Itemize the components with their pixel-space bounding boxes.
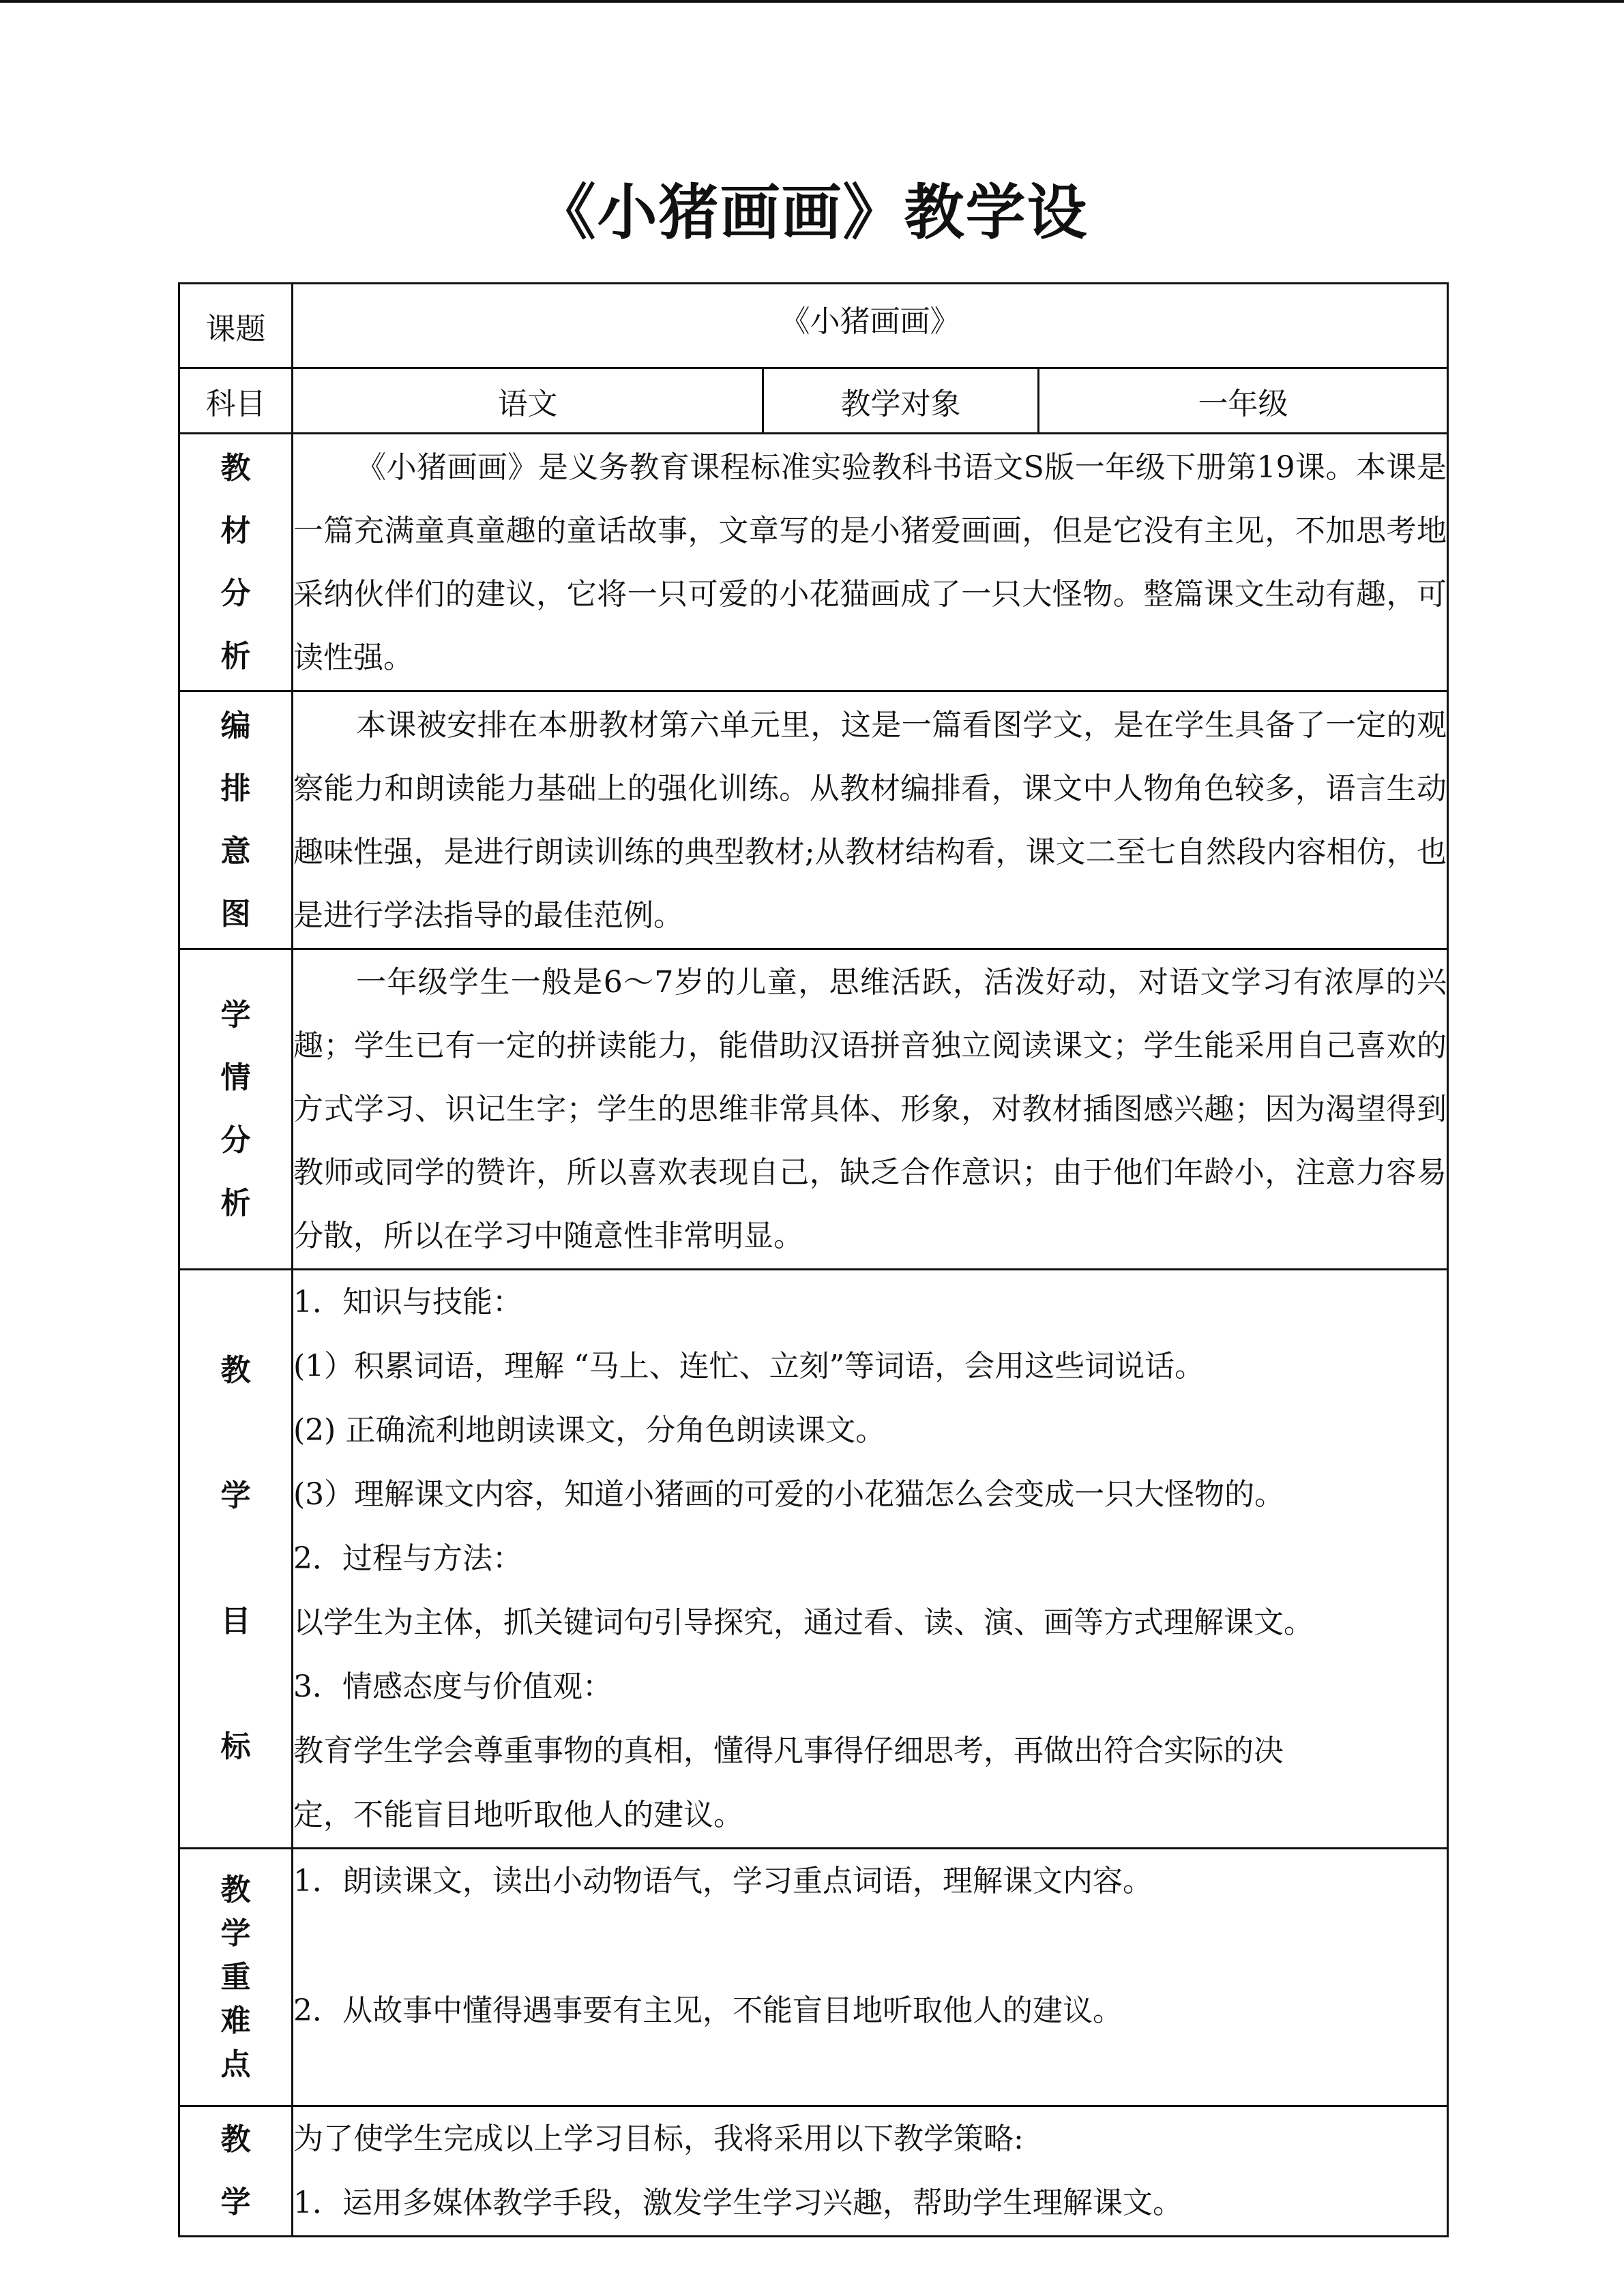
lesson-plan-table — [178, 282, 1449, 2237]
label-char: 教 — [220, 1872, 251, 1907]
goal-line: 1．知识与技能： — [293, 1285, 522, 1320]
key-points-content — [293, 1849, 1448, 2106]
subject-label: 科目 — [179, 368, 293, 434]
label-char: 析 — [220, 638, 251, 674]
label-char: 情 — [220, 1060, 251, 1095]
goal-line: 教育学生学会尊重事物的真相，懂得凡事得仔细思考，再做出符合实际的决 — [293, 1733, 1284, 1768]
goal-line: 定，不能盲目地听取他人的建议。 — [293, 1798, 743, 1832]
teaching-goals-row — [179, 1270, 1448, 1849]
student-analysis-row — [179, 949, 1448, 1270]
label-char: 材 — [220, 513, 251, 548]
label-char: 编 — [220, 708, 251, 743]
key-point-item: 1．朗读课文，读出小动物语气，学习重点词语，理解课文内容。 — [293, 1864, 1153, 1898]
label-char: 教 — [220, 450, 251, 486]
student-analysis-text: 一年级学生一般是6～7岁的儿童，思维活跃，活泼好动，对语文学习有浓厚的兴趣；学生已有一定的拼读能力，能借助汉语拼音独立阅读课文；学生能采用自己喜欢的方式学习、识记生字；学生的思维非常具体、形象，对教材插图感兴趣；因为渴望得到教师或同学的赞许，所以喜欢表现自己，缺乏合作意识；由于他们年龄小，注意力容易分散，所以在学习中随意性非常明显。 — [293, 949, 1448, 1270]
arrangement-intent-label — [179, 691, 293, 949]
arrangement-intent-text: 本课被安排在本册教材第六单元里，这是一篇看图学文，是在学生具备了一定的观察能力和朗读能力基础上的强化训练。从教材编排看，课文中人物角色较多，语言生动趣味性强，是进行朗读训练的典型教材;从教材结构看，课文二至七自然段内容相仿，也是进行学法指导的最佳范例。 — [293, 691, 1448, 949]
material-analysis-label — [179, 434, 293, 691]
goal-line: (3）理解课文内容，知道小猪画的可爱的小花猫怎么会变成一只大怪物的。 — [293, 1477, 1285, 1512]
top-border-line — [0, 0, 1624, 3]
topic-label: 课题 — [179, 284, 293, 368]
label-char: 教 — [220, 1353, 251, 1388]
label-char: 学 — [220, 997, 251, 1032]
label-char: 排 — [220, 771, 251, 806]
student-analysis-label — [179, 949, 293, 1270]
goal-line: (2) 正确流利地朗读课文，分角色朗读课文。 — [293, 1413, 886, 1448]
label-char: 意 — [220, 833, 251, 869]
subject-row — [179, 368, 1448, 434]
label-char: 分 — [220, 576, 251, 611]
strategy-content — [293, 2106, 1448, 2237]
audience-value: 一年级 — [1039, 368, 1448, 434]
arrangement-intent-row — [179, 691, 1448, 949]
label-char: 难 — [220, 2003, 251, 2038]
teaching-goals-label — [179, 1270, 293, 1849]
strategy-line: 1．运用多媒体教学手段，激发学生学习兴趣，帮助学生理解课文。 — [293, 2186, 1183, 2220]
strategy-label — [179, 2106, 293, 2237]
key-point-item: 2．从故事中懂得遇事要有主见，不能盲目地听取他人的建议。 — [293, 1993, 1123, 2028]
label-char: 学 — [220, 2185, 251, 2220]
topic-value: 《小猪画画》 — [293, 284, 1448, 368]
label-char: 标 — [220, 1729, 251, 1764]
goal-line: 2．过程与方法： — [293, 1541, 522, 1576]
goal-line: 3．情感态度与价值观： — [293, 1669, 612, 1704]
key-points-label — [179, 1849, 293, 2106]
teaching-goals-content — [293, 1270, 1448, 1849]
audience-label: 教学对象 — [763, 368, 1039, 434]
goal-line: (1）积累词语，理解 “马上、连忙、立刻”等词语，会用这些词说话。 — [293, 1349, 1205, 1384]
goal-line: 以学生为主体，抓关键词句引导探究，通过看、读、演、画等方式理解课文。 — [293, 1605, 1314, 1640]
label-char: 析 — [220, 1185, 251, 1221]
label-char: 分 — [220, 1122, 251, 1158]
label-char: 点 — [220, 2046, 251, 2082]
topic-row — [179, 284, 1448, 368]
material-analysis-text: 《小猪画画》是义务教育课程标准实验教科书语文S版一年级下册第19课。本课是一篇充满童真童趣的童话故事，文章写的是小猪爱画画，但是它没有主见，不加思考地采纳伙伴们的建议，它将一只可爱的小花猫画成了一只大怪物。整篇课文生动有趣，可读性强。 — [293, 434, 1448, 691]
strategy-line: 为了使学生完成以上学习目标，我将采用以下教学策略: — [293, 2121, 1024, 2156]
label-char: 重 — [220, 1959, 251, 1995]
label-char: 教 — [220, 2122, 251, 2157]
subject-value: 语文 — [293, 368, 763, 434]
label-char: 目 — [220, 1604, 251, 1639]
document-title: 《小猪画画》教学设 — [535, 177, 1089, 248]
label-char: 学 — [220, 1478, 251, 1513]
spacer — [293, 1913, 1447, 1979]
material-analysis-row — [179, 434, 1448, 691]
strategy-row — [179, 2106, 1448, 2237]
key-points-row — [179, 1849, 1448, 2106]
label-char: 学 — [220, 1915, 251, 1951]
label-char: 图 — [220, 896, 251, 931]
